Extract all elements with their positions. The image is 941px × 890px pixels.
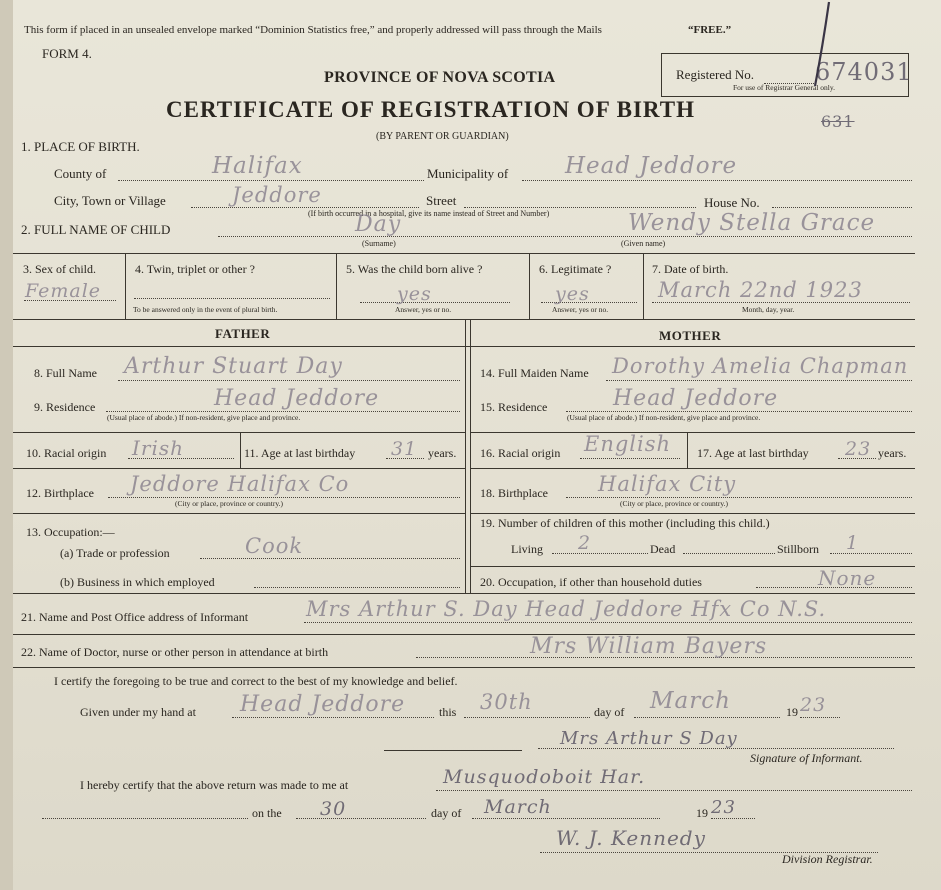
certify-statement: I certify the foregoing to be true and correct to the best of my knowledge and belief.: [54, 674, 458, 688]
municipality-label: Municipality of: [427, 166, 509, 181]
father-birthplace-note: (City or place, province or country.): [175, 499, 284, 508]
county-label: County of: [54, 166, 107, 181]
mother-occupation-value: None: [818, 566, 877, 590]
struck-number: 631: [821, 112, 855, 131]
father-racial-value: Irish: [132, 436, 185, 460]
father-birthplace-value: Jeddore Halifax Co: [130, 472, 350, 496]
on-the-label: on the: [252, 806, 282, 820]
city-value: Jeddore: [232, 183, 322, 207]
month-value: March: [650, 688, 731, 714]
registrar-caption: Division Registrar.: [782, 852, 873, 866]
registrar-signature: W. J. Kennedy: [556, 826, 706, 850]
sex-label: 3. Sex of child.: [23, 262, 96, 276]
registered-label: Registered No.: [676, 67, 754, 82]
hereby-place-value: Musquodoboit Har.: [443, 766, 646, 788]
certificate-subtitle: (BY PARENT OR GUARDIAN): [376, 131, 509, 142]
given-under-label: Given under my hand at: [80, 705, 196, 719]
legitimate-label: 6. Legitimate ?: [539, 262, 612, 276]
child-given-name-value: Wendy Stella Grace: [628, 210, 876, 236]
informant-value: Mrs Arthur S. Day Head Jeddore Hfx Co N.S.: [306, 597, 827, 621]
mother-residence-label: 15. Residence: [480, 400, 548, 414]
father-age-value: 31: [391, 438, 418, 460]
born-alive-note: Answer, yes or no.: [395, 305, 452, 314]
date-of-birth-note: Month, day, year.: [742, 305, 795, 314]
born-alive-label: 5. Was the child born alive ?: [346, 262, 483, 276]
city-label: City, Town or Village: [54, 193, 166, 208]
this-day-value: 30th: [480, 690, 533, 714]
year-prefix: 19: [786, 705, 798, 719]
date-of-birth-label: 7. Date of birth.: [652, 262, 729, 276]
living-value: 2: [578, 532, 592, 554]
mother-name-value: Dorothy Amelia Chapman: [612, 354, 909, 378]
father-heading: FATHER: [215, 326, 271, 341]
father-residence-label: 9. Residence: [34, 400, 96, 414]
occupation-label: 13. Occupation:—: [26, 525, 115, 539]
street-label: Street: [426, 193, 457, 208]
month2-value: March: [484, 796, 552, 818]
child-name-label: 2. FULL NAME OF CHILD: [21, 222, 171, 237]
mother-residence-note: (Usual place of abode.) If non-resident, give place and province.: [567, 413, 761, 422]
trade-label: (a) Trade or profession: [60, 546, 170, 560]
year-suffix: 23: [800, 694, 827, 716]
mother-heading: MOTHER: [659, 328, 722, 343]
stillborn-label: Stillborn: [777, 542, 820, 556]
pen-stroke-mark: [795, 0, 835, 90]
mother-birthplace-value: Halifax City: [598, 472, 737, 496]
doctor-label: 22. Name of Doctor, nurse or other person in attendance at birth: [21, 645, 329, 659]
on-the-day-value: 30: [320, 798, 347, 820]
day-of-label: day of: [594, 705, 625, 719]
father-birthplace-label: 12. Birthplace: [26, 486, 94, 500]
mother-occupation-label: 20. Occupation, if other than household duties: [480, 575, 702, 589]
legitimate-note: Answer, yes or no.: [552, 305, 609, 314]
father-residence-note: (Usual place of abode.) If non-resident, give place and province.: [107, 413, 301, 422]
twin-note: To be answered only in the event of plural birth.: [133, 305, 278, 314]
mother-birthplace-note: (City or place, province or country.): [620, 499, 729, 508]
informant-label: 21. Name and Post Office address of Informant: [21, 610, 249, 624]
place-of-birth-heading: 1. PLACE OF BIRTH.: [21, 139, 140, 154]
house-number-label: House No.: [704, 195, 760, 210]
dead-label: Dead: [650, 542, 676, 556]
business-label: (b) Business in which employed: [60, 575, 215, 589]
mail-note-free: “FREE.”: [688, 24, 732, 36]
father-residence-value: Head Jeddore: [214, 386, 380, 411]
left-binding-edge: [0, 0, 13, 890]
trade-value: Cook: [245, 534, 304, 558]
mother-age-value: 23: [845, 438, 872, 460]
registrar-use-note: For use of Registrar General only.: [733, 83, 835, 92]
day-of-label-2: day of: [431, 806, 462, 820]
mother-racial-value: English: [584, 432, 672, 456]
province-heading: PROVINCE OF NOVA SCOTIA: [324, 69, 556, 86]
hereby-certify-statement: I hereby certify that the above return was made to me at: [80, 778, 349, 792]
this-label: this: [439, 705, 457, 719]
given-place-value: Head Jeddore: [240, 692, 406, 717]
legitimate-value: yes: [555, 283, 590, 305]
given-name-caption: (Given name): [621, 239, 666, 248]
year2-suffix: 23: [711, 797, 736, 818]
mother-residence-value: Head Jeddore: [613, 386, 779, 411]
father-age-unit: years.: [428, 446, 457, 460]
certificate-title: CERTIFICATE OF REGISTRATION OF BIRTH: [166, 97, 695, 122]
hospital-note: (If birth occurred in a hospital, give its name instead of Street and Number): [308, 209, 550, 218]
twin-label: 4. Twin, triplet or other ?: [135, 262, 255, 276]
born-alive-value: yes: [397, 283, 432, 305]
county-value: Halifax: [212, 153, 303, 179]
child-surname-value: Day: [355, 212, 402, 237]
municipality-value: Head Jeddore: [565, 153, 738, 179]
surname-caption: (Surname): [362, 239, 396, 248]
year2-prefix: 19: [696, 806, 708, 820]
father-racial-label: 10. Racial origin: [26, 446, 107, 460]
informant-signature: Mrs Arthur S Day: [560, 728, 738, 749]
mail-note: This form if placed in an unsealed envelope marked “Dominion Statistics free,” and properly addressed will pass through the Mails: [24, 24, 602, 36]
father-name-label: 8. Full Name: [34, 366, 97, 380]
father-name-value: Arthur Stuart Day: [124, 354, 343, 379]
registered-number: 674031: [815, 58, 913, 86]
mother-age-label: 17. Age at last birthday: [697, 446, 809, 460]
stillborn-value: 1: [846, 532, 860, 554]
living-label: Living: [511, 542, 543, 556]
children-count-label: 19. Number of children of this mother (including this child.): [480, 516, 770, 530]
mother-name-label: 14. Full Maiden Name: [480, 366, 589, 380]
informant-signature-caption: Signature of Informant.: [750, 751, 863, 765]
father-age-label: 11. Age at last birthday: [244, 446, 356, 460]
form-number: FORM 4.: [42, 46, 92, 61]
mother-age-unit: years.: [878, 446, 907, 460]
mother-birthplace-label: 18. Birthplace: [480, 486, 548, 500]
doctor-value: Mrs William Bayers: [530, 634, 768, 659]
sex-value: Female: [25, 280, 102, 302]
date-of-birth-value: March 22nd 1923: [658, 278, 863, 302]
mother-racial-label: 16. Racial origin: [480, 446, 561, 460]
